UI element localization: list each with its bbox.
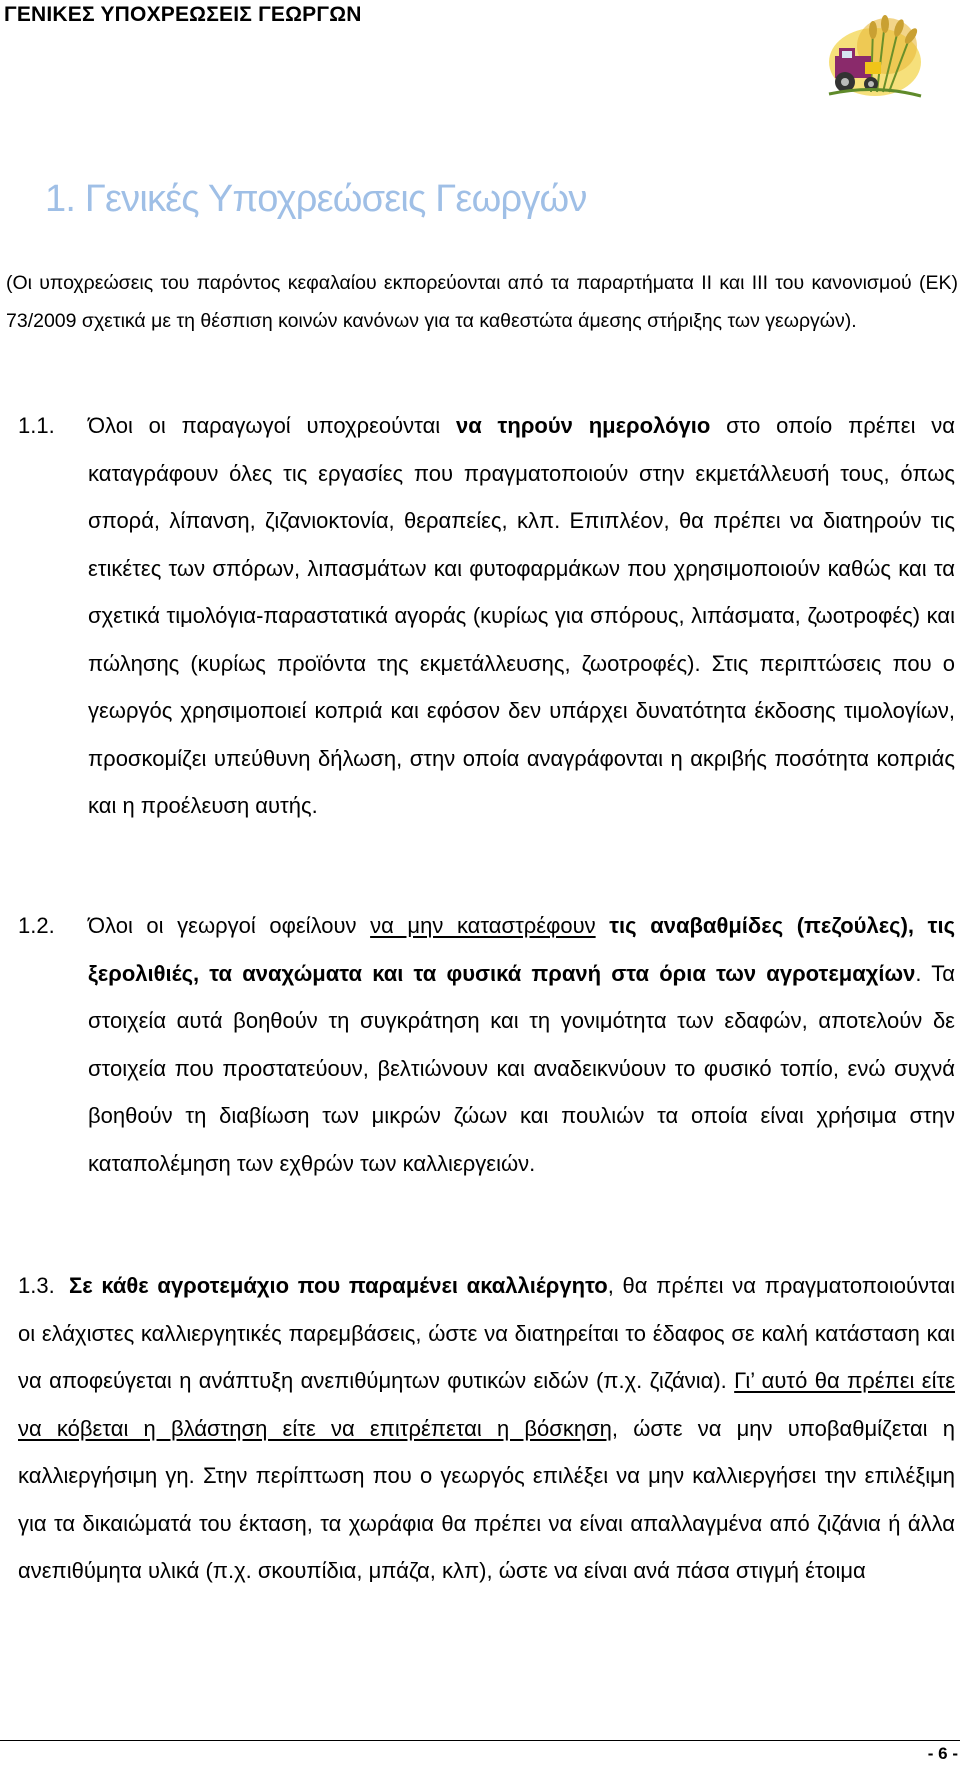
section-number: 1.2.	[18, 913, 55, 938]
section-text	[18, 1262, 955, 1595]
running-header: ΓΕΝΙΚΕΣ ΥΠΟΧΡΕΩΣΕΙΣ ΓΕΩΡΓΩΝ	[4, 3, 362, 26]
text-run: . Τα στοιχεία αυτά βοηθούν τη συγκράτηση και τη γονιμότητα των εδαφών, αποτελούν δε στοιχεία που προστατεύουν, βελτιώνουν και αναδεικνύουν το φυσικό τοπίο, ενώ συχνά βοηθούν τη διαβίωση των μικρών ζώων και πουλιών τα οποία είναι χρήσιμα στην καταπολέμηση των εχθρών των καλλιεργειών.	[88, 960, 956, 1176]
page-number: - 6 -	[927, 1744, 958, 1763]
section-number: 1.3.	[18, 1273, 55, 1298]
chapter-title: 1. Γενικές Υποχρεώσεις Γεωργών	[45, 178, 587, 220]
bold-run: Σε κάθε αγροτεμάχιο που παραμένει ακαλλιέργητο	[69, 1273, 608, 1298]
text-run: Όλοι οι γεωργοί οφείλουν	[88, 913, 371, 938]
text-run: , ώστε να μην υποβαθμίζεται η καλλιεργήσιμη γη. Στην περίπτωση που ο γεωργός επιλέξει να μην καλλιεργήσει την επιλέξιμη για τα δικαιώματά του έκταση, τα χωράφια θα πρέπει να είναι απαλλαγμένα από ζιζάνια ή άλλα ανεπιθύμητα υλικά (π.χ. σκουπίδια, μπάζα, κλπ), ώστε να είναι ανά πάσα στιγμή έτοιμα	[18, 1415, 955, 1583]
text-run: στο οποίο πρέπει να καταγράφουν όλες τις εργασίες που πραγματοποιούν στην εκμετάλλευσή τους, όπως σπορά, λίπανση, ζιζανιοκτονία, θεραπείες, κλπ. Επιπλέον, θα πρέπει να διατηρούν τις ετικέτες των σπόρων, λιπασμάτων και φυτοφαρμάκων που χρησιμοποιούν καθώς και τα σχετικά τιμολόγια-παραστατικά αγοράς (κυρίως για σπόρους, λιπάσματα, ζωοτροφές) και πώλησης (κυρίως προϊόντα της εκμετάλλευσης, ζωοτροφές). Στις περιπτώσεις που ο γεωργός χρησιμοποιεί κοπριά και εφόσον δεν υπάρχει δυνατότητα έκδοσης τιμολογίων, προσκομίζει υπεύθυνη δήλωση, στην οποία αναγράφονται η ακριβής ποσότητα κοπριάς και η προέλευση αυτής.	[88, 413, 955, 818]
section-text	[88, 902, 955, 1187]
section-text	[88, 402, 955, 830]
bold-run: τις αναβαθμίδες (πεζούλες), τις ξερολιθιές, τα αναχώματα και τα φυσικά πρανή στα όρια των αγροτεμαχίων	[88, 913, 956, 986]
tractor-wheat-logo-icon	[825, 4, 925, 100]
intro-paragraph: (Οι υποχρεώσεις του παρόντος κεφαλαίου εκπορεύονται από τα παραρτήματα ΙΙ και ΙΙΙ του κανονισμού (ΕΚ) 73/2009 σχετικά με τη θέσπιση κοινών κανόνων για τα καθεστώτα άμεσης στήριξης των γεωργών).	[6, 272, 958, 332]
section-number: 1.1.	[18, 413, 55, 438]
underlined-run: Γι’ αυτό θα πρέπει είτε να κόβεται η βλάστηση είτε να επιτρέπεται η βόσκηση	[18, 1368, 956, 1441]
underlined-run: να μην καταστρέφουν	[370, 913, 596, 938]
bold-run: να τηρούν ημερολόγιο	[455, 413, 711, 438]
text-run	[596, 913, 610, 938]
footer-divider	[0, 1740, 960, 1741]
text-run: , θα πρέπει να πραγματοποιούνται οι ελάχιστες καλλιεργητικές παρεμβάσεις, ώστε να διατηρείται το έδαφος σε καλή κατάσταση και να αποφεύγεται η ανάπτυξη ανεπιθύμητων φυτικών ειδών (π.χ. ζιζάνια).	[18, 1273, 955, 1393]
text-run: Όλοι οι παραγωγοί υποχρεούνται	[88, 413, 456, 438]
